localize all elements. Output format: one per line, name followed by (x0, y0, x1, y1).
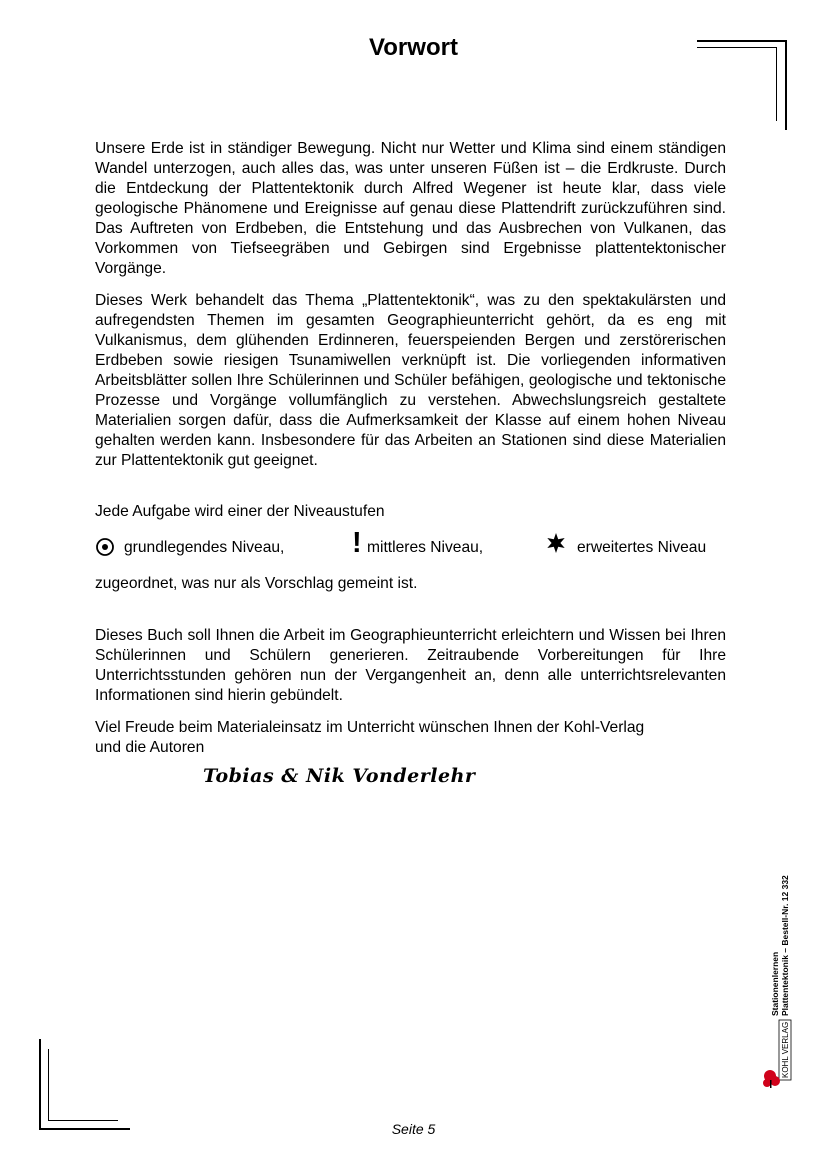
series-label: Stationenlernen (770, 951, 780, 1016)
svg-text:KOHL VERLAG: KOHL VERLAG (781, 1021, 790, 1078)
levels-outro: zugeordnet, was nur als Vorschlag gemeint ist. (95, 575, 418, 592)
level-basic-label: grundlegendes Niveau, (124, 539, 285, 556)
levels-intro: Jede Aufgabe wird einer der Niveaustufen (95, 503, 385, 520)
star-icon (546, 533, 566, 558)
closing-line-1: Viel Freude beim Materialeinsatz im Unterricht wünschen Ihnen der Kohl-Verlag (95, 719, 645, 736)
product-label: Plattentektonik – Bestell-Nr. 12 332 (780, 875, 790, 1016)
page-number: Seite 5 (391, 1121, 436, 1137)
level-medium-label: mittleres Niveau, (367, 539, 484, 556)
closing-line-2: und die Autoren (95, 739, 205, 756)
page-title: Vorwort (369, 34, 458, 61)
author-signature: Tobias & Nik Vonderlehr (203, 765, 476, 787)
side-publication-info (770, 776, 804, 1016)
exclamation-icon: ! (352, 527, 362, 559)
level-advanced-label: erweitertes Niveau (577, 539, 707, 556)
circle-dot-icon (95, 537, 115, 562)
level-legend (95, 529, 735, 563)
publisher-logo (762, 1018, 792, 1090)
paragraph-topic: Dieses Werk behandelt das Thema „Plattentektonik“, was zu den spektakulärsten und aufregendsten Themen im gesamten Geographieunterricht gehört, da es eng mit Vulkanismus, dem glühenden Erdinneren, feuerspeienden Bergen und zerstörerischen Erdbeben sowie riesigen Tsunamiwellen verknüpft ist. Die vorliegenden informativen Arbeitsblätter sollen Ihre Schülerinnen und Schüler befähigen, geologische und tektonische Prozesse und Vorgänge vollumfänglich zu verstehen. Abwechslungsreich gestaltete Materialien sorgen dafür, dass die Aufmerksamkeit der Klasse auf einem hohen Niveau gehalten werden kann. Insbesondere für das Arbeiten an Stationen sind diese Materialien zur Plattentektonik gut geeignet. (95, 292, 726, 469)
paragraph-closing: Dieses Buch soll Ihnen die Arbeit im Geographieunterricht erleichtern und Wissen bei Ihren Schülerinnen und Schülern generieren. Zeitraubende Vorbereitungen für Ihre Unterrichtsstunden gehören nun der Vergangenheit an, denn alle unterrichtsrelevanten Informationen sind hierin gebündelt. (95, 627, 726, 704)
paragraph-intro: Unsere Erde ist in ständiger Bewegung. Nicht nur Wetter und Klima sind einem ständigen Wandel unterzogen, auch alles das, was unter unseren Füßen ist – die Erdkruste. Durch die Entdeckung der Plattentektonik durch Alfred Wegener ist heute klar, dass viele geologische Phänomene und Ereignisse auf genau diese Plattendrift zurückzuführen sind. Das Auftreten von Erdbeben, die Entstehung und das Ausbrechen von Vulkanen, das Vorkommen von Tiefseegräben und Gebirgen sind Ergebnisse plattentektonischer Vorgänge. (95, 140, 726, 277)
